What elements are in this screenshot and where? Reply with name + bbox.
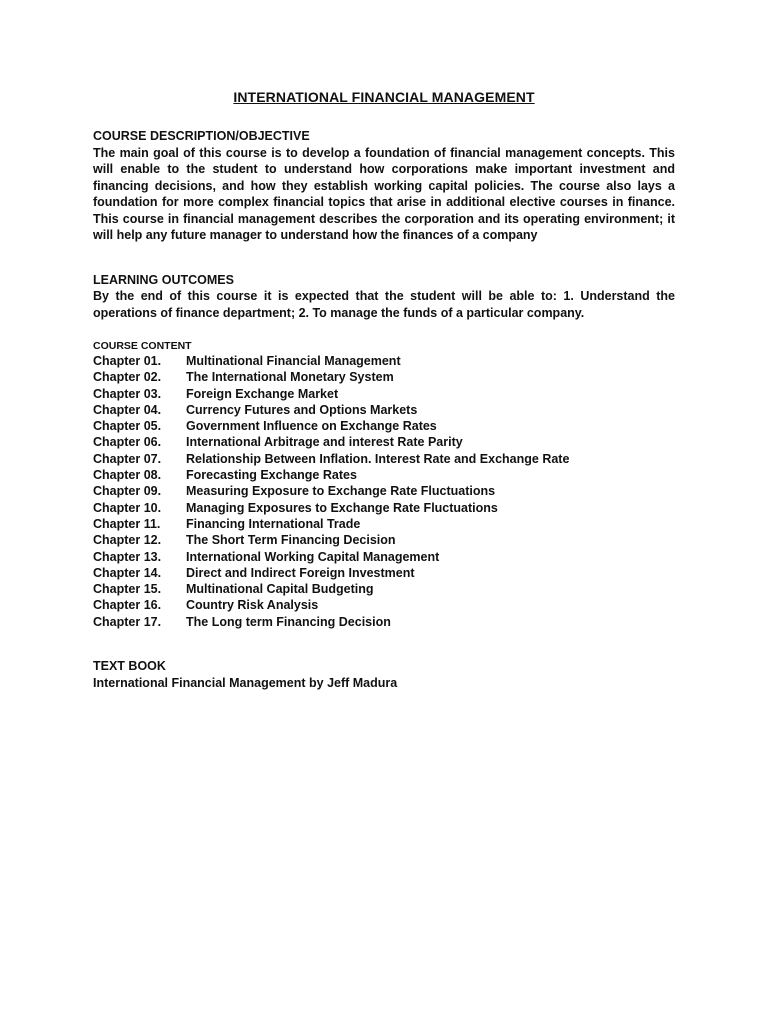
- chapter-number: Chapter 10.: [93, 500, 162, 515]
- chapter-title: Managing Exposures to Exchange Rate Fluctuations: [186, 500, 498, 515]
- chapter-title: Measuring Exposure to Exchange Rate Fluctuations: [186, 484, 496, 499]
- chapter-number: Chapter 06.: [93, 435, 162, 450]
- learning-outcomes-heading: LEARNING OUTCOMES: [93, 272, 234, 287]
- chapter-item: [93, 418, 675, 434]
- chapter-item: [93, 386, 675, 402]
- chapter-title: International Arbitrage and interest Rate Parity: [186, 435, 463, 450]
- course-description-heading: COURSE DESCRIPTION/OBJECTIVE: [93, 129, 310, 143]
- chapter-item: [93, 353, 675, 369]
- chapter-title: International Working Capital Management: [186, 549, 440, 564]
- chapter-number: Chapter 14.: [93, 565, 162, 580]
- document-title: INTERNATIONAL FINANCIAL MANAGEMENT: [233, 89, 535, 105]
- chapter-title: Government Influence on Exchange Rates: [186, 419, 437, 434]
- chapter-number: Chapter 09.: [93, 484, 162, 499]
- chapter-number: Chapter 15.: [93, 582, 162, 597]
- chapter-item: [93, 369, 675, 385]
- chapter-number: Chapter 07.: [93, 451, 162, 466]
- chapter-item: [93, 500, 675, 516]
- chapter-item: [93, 614, 675, 630]
- chapter-number: Chapter 12.: [93, 533, 162, 548]
- chapter-title: The Short Term Financing Decision: [186, 533, 396, 548]
- course-description-section: [93, 128, 675, 244]
- chapter-number: Chapter 04.: [93, 402, 162, 417]
- chapter-title: The International Monetary System: [186, 370, 394, 385]
- chapter-title: Relationship Between Inflation. Interest Rate and Exchange Rate: [186, 451, 570, 466]
- chapter-item: [93, 434, 675, 450]
- chapter-item: [93, 451, 675, 467]
- textbook-section: [93, 658, 675, 691]
- chapter-title: Direct and Indirect Foreign Investment: [186, 565, 415, 580]
- chapter-item: [93, 597, 675, 613]
- document-content: [93, 88, 675, 691]
- spacer: [93, 321, 675, 339]
- chapter-number: Chapter 08.: [93, 468, 162, 483]
- chapter-title: Currency Futures and Options Markets: [186, 402, 418, 417]
- chapter-number: Chapter 13.: [93, 549, 162, 564]
- chapter-item: [93, 565, 675, 581]
- course-content-section: [93, 339, 675, 630]
- learning-outcomes-body: By the end of this course it is expected that the student will be able to: 1. Understand the operations of finance department; 2. To manage the funds of a particular company.: [93, 289, 675, 320]
- chapter-item: [93, 532, 675, 548]
- course-description-body: The main goal of this course is to develop a foundation of financial management concepts. This will enable to the student to understand how corporations make important investment and financing decisions, and how they establish working capital policies. The course also lays a foundation for more complex financial topics that arise in additional elective courses in finance. This course in financial management describes the corporation and its operating environment; it will help any future manager to understand how the finances of a company: [93, 145, 675, 242]
- chapter-item: [93, 516, 675, 532]
- textbook-heading: TEXT BOOK: [93, 659, 166, 674]
- chapter-title: Country Risk Analysis: [186, 598, 319, 613]
- chapter-list: [93, 353, 675, 630]
- chapter-title: Multinational Financial Management: [186, 354, 401, 368]
- chapter-number: Chapter 05.: [93, 419, 162, 434]
- chapter-item: [93, 467, 675, 483]
- chapter-title: Forecasting Exchange Rates: [186, 468, 357, 483]
- learning-outcomes-section: [93, 272, 675, 322]
- chapter-number: Chapter 11.: [93, 516, 161, 531]
- chapter-item: [93, 402, 675, 418]
- spacer: [93, 630, 675, 658]
- chapter-item: [93, 483, 675, 499]
- chapter-title: Financing International Trade: [186, 516, 361, 531]
- chapter-number: Chapter 16.: [93, 598, 162, 613]
- chapter-title: The Long term Financing Decision: [186, 614, 391, 629]
- chapter-number: Chapter 02.: [93, 370, 162, 385]
- chapter-number: Chapter 17.: [93, 614, 162, 629]
- chapter-number: Chapter 01.: [93, 354, 162, 368]
- textbook-body: International Financial Management by Jeff Madura: [93, 675, 398, 690]
- chapter-item: [93, 549, 675, 565]
- chapter-title: Foreign Exchange Market: [186, 386, 339, 401]
- course-content-heading: COURSE CONTENT: [93, 340, 192, 352]
- chapter-number: Chapter 03.: [93, 386, 162, 401]
- chapter-title: Multinational Capital Budgeting: [186, 582, 374, 597]
- spacer: [93, 244, 675, 272]
- chapter-item: [93, 581, 675, 597]
